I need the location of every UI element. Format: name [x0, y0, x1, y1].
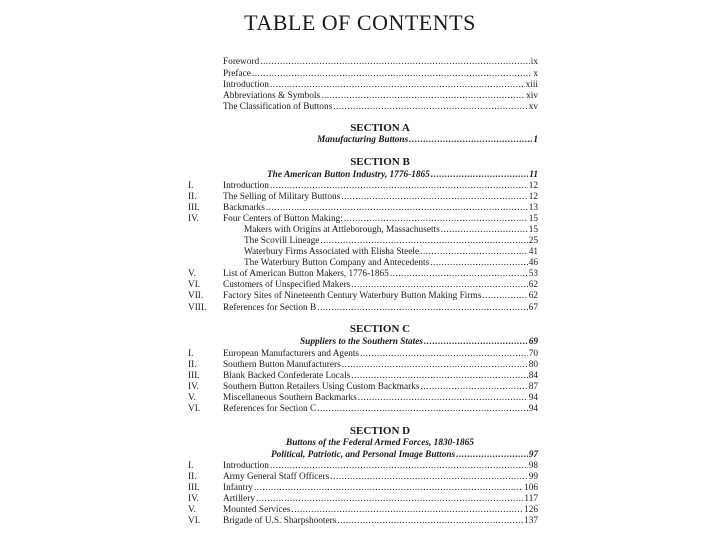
section-heading: SECTION A	[350, 122, 410, 134]
entry-label: Suppliers to the Southern States	[300, 337, 423, 347]
roman-numeral: V.	[188, 269, 196, 279]
dot-leader	[351, 280, 527, 291]
toc-item	[223, 349, 538, 360]
entry-page: xiii	[525, 80, 538, 90]
dot-leader	[254, 483, 523, 494]
dot-leader	[330, 472, 527, 483]
dot-leader	[252, 69, 532, 80]
entry-label: Southern Button Retailers Using Custom Backmarks	[223, 382, 420, 392]
roman-numeral: V.	[188, 505, 196, 515]
entry-page: 117	[524, 494, 538, 504]
entry-page: 62	[528, 280, 538, 290]
roman-numeral: II.	[188, 192, 197, 202]
section-subtitle	[317, 135, 538, 146]
entry-label: The American Button Industry, 1776-1865	[267, 170, 430, 180]
roman-numeral: VI.	[188, 280, 201, 290]
toc-item	[223, 483, 538, 494]
section-subtitle	[271, 450, 538, 461]
roman-numeral: III.	[188, 203, 200, 213]
entry-label: Foreword	[223, 57, 260, 67]
roman-numeral: I.	[188, 349, 194, 359]
front-matter-item	[223, 91, 538, 102]
dot-leader	[260, 57, 530, 68]
roman-numeral: VI.	[188, 516, 201, 526]
roman-numeral: I.	[188, 181, 194, 191]
toc-item	[244, 258, 538, 269]
entry-page: 15	[528, 214, 538, 224]
toc-item	[223, 291, 538, 302]
toc-item	[223, 181, 538, 192]
entry-label: Manufacturing Buttons	[317, 135, 409, 145]
entry-label: The Classification of Buttons	[223, 102, 333, 112]
entry-page: 15	[528, 225, 538, 235]
entry-page: 94	[528, 404, 538, 414]
dot-leader	[430, 258, 527, 269]
page-title: TABLE OF CONTENTS	[244, 10, 476, 35]
entry-page: 70	[528, 349, 538, 359]
entry-label: Introduction	[223, 181, 269, 191]
front-matter-item	[223, 57, 538, 68]
section-heading: SECTION B	[350, 156, 410, 168]
toc-item	[223, 472, 538, 483]
entry-label: Makers with Origins at Attleborough, Massachusetts	[244, 225, 440, 235]
entry-page: 137	[524, 516, 538, 526]
entry-label: The Selling of Military Buttons	[223, 192, 341, 202]
entry-page: 126	[524, 505, 538, 515]
toc-item	[244, 225, 538, 236]
dot-leader	[256, 494, 523, 505]
dot-leader	[270, 80, 525, 91]
dot-leader	[266, 203, 528, 214]
dot-leader	[317, 303, 528, 314]
dot-leader	[424, 337, 528, 348]
entry-page: 94	[528, 393, 538, 403]
entry-label: Infantry	[223, 483, 253, 493]
dot-leader	[321, 91, 525, 102]
entry-page: 106	[524, 483, 538, 493]
entry-label: Brigade of U.S. Sharpshooters	[223, 516, 337, 526]
toc-item	[223, 371, 538, 382]
roman-numeral: VI.	[188, 404, 201, 414]
entry-page: 12	[528, 192, 538, 202]
entry-label: The Waterbury Button Company and Antecedents	[244, 258, 430, 268]
entry-page: 1	[533, 135, 538, 145]
roman-numeral: IV.	[188, 382, 199, 392]
toc-item	[223, 382, 538, 393]
dot-leader	[333, 102, 527, 113]
roman-numeral: IV.	[188, 494, 199, 504]
entry-label: Political, Patriotic, and Personal Image Buttons	[271, 450, 456, 460]
toc-item	[223, 505, 538, 516]
section-heading: SECTION C	[349, 323, 411, 335]
entry-page: 97	[528, 450, 538, 460]
dot-leader	[420, 247, 528, 258]
entry-page: 69	[528, 337, 538, 347]
entry-label: Miscellaneous Southern Backmarks	[223, 393, 357, 403]
toc-item	[223, 303, 538, 314]
entry-page: 12	[528, 181, 538, 191]
dot-leader	[421, 382, 528, 393]
entry-page: 62	[528, 291, 538, 301]
entry-label: Abbreviations & Symbols	[223, 91, 321, 101]
front-matter-item	[223, 102, 538, 113]
entry-label: List of American Button Makers, 1776-1865	[223, 269, 389, 279]
entry-page: 11	[529, 170, 538, 180]
toc-item	[223, 192, 538, 203]
roman-numeral: V.	[188, 393, 196, 403]
dot-leader	[431, 170, 528, 181]
front-matter-item	[223, 80, 538, 91]
dot-leader	[342, 360, 528, 371]
entry-page: 53	[528, 269, 538, 279]
entry-label: Army General Staff Officers	[223, 472, 330, 482]
dot-leader	[360, 349, 528, 360]
entry-label: Artillery	[223, 494, 256, 504]
entry-page: xv	[528, 102, 538, 112]
roman-numeral: I.	[188, 461, 194, 471]
roman-numeral: VII.	[188, 291, 204, 301]
entry-page: 13	[528, 203, 538, 213]
dot-leader	[317, 404, 528, 415]
entry-label: Blank Backed Confederate Locals	[223, 371, 351, 381]
entry-label: Southern Button Manufacturers	[223, 360, 341, 370]
entry-label: The Scovill Lineage	[244, 236, 320, 246]
entry-label: Backmarks	[223, 203, 265, 213]
dot-leader	[390, 269, 528, 280]
section-subtitle: Buttons of the Federal Armed Forces, 1830-1865	[286, 438, 474, 448]
toc-item	[223, 494, 538, 505]
toc-item	[244, 247, 538, 258]
entry-page: ix	[530, 57, 538, 67]
dot-leader	[270, 461, 528, 472]
entry-label: References for Section B	[223, 303, 317, 313]
roman-numeral: IV.	[188, 214, 199, 224]
entry-label: Introduction	[223, 80, 269, 90]
toc-item	[223, 280, 538, 291]
entry-page: x	[533, 69, 538, 79]
entry-label: Mounted Services	[223, 505, 291, 515]
roman-numeral: II.	[188, 360, 197, 370]
dot-leader	[456, 450, 528, 461]
dot-leader	[320, 236, 527, 247]
toc-item	[223, 404, 538, 415]
dot-leader	[344, 214, 528, 225]
dot-leader	[441, 225, 528, 236]
toc-item	[223, 516, 538, 527]
dot-leader	[482, 291, 527, 302]
entry-page: 98	[528, 461, 538, 471]
entry-page: 80	[528, 360, 538, 370]
entry-page: 46	[528, 258, 538, 268]
dot-leader	[358, 393, 528, 404]
entry-label: Four Centers of Button Making:	[223, 214, 343, 224]
toc-item	[223, 461, 538, 472]
entry-label: Waterbury Firms Associated with Elisha Steele	[244, 247, 420, 257]
entry-page: 41	[528, 247, 538, 257]
section-subtitle	[300, 337, 538, 348]
toc-item	[223, 214, 538, 225]
toc-item	[223, 203, 538, 214]
entry-label: Introduction	[223, 461, 269, 471]
toc-item	[223, 393, 538, 404]
entry-page: 84	[528, 371, 538, 381]
entry-label: European Manufacturers and Agents	[223, 349, 360, 359]
section-subtitle	[267, 170, 538, 181]
roman-numeral: III.	[188, 483, 200, 493]
dot-leader	[337, 516, 523, 527]
entry-page: 87	[528, 382, 538, 392]
dot-leader	[409, 135, 532, 146]
roman-numeral: III.	[188, 371, 200, 381]
toc-item	[244, 236, 538, 247]
dot-leader	[291, 505, 523, 516]
roman-numeral: II.	[188, 472, 197, 482]
dot-leader	[351, 371, 527, 382]
front-matter-item	[223, 69, 538, 80]
entry-label: References for Section C	[223, 404, 317, 414]
entry-label: Customers of Unspecified Makers	[223, 280, 351, 290]
dot-leader	[341, 192, 527, 203]
entry-page: 99	[528, 472, 538, 482]
entry-label: Factory Sites of Nineteenth Century Waterbury Button Making Firms	[223, 291, 482, 301]
dot-leader	[270, 181, 528, 192]
roman-numeral: VIII.	[188, 303, 207, 313]
toc-item	[223, 360, 538, 371]
entry-page: xiv	[526, 91, 538, 101]
entry-label: Preface	[223, 69, 251, 79]
entry-page: 67	[528, 303, 538, 313]
toc-item	[223, 269, 538, 280]
entry-page: 25	[528, 236, 538, 246]
section-heading: SECTION D	[349, 425, 411, 437]
